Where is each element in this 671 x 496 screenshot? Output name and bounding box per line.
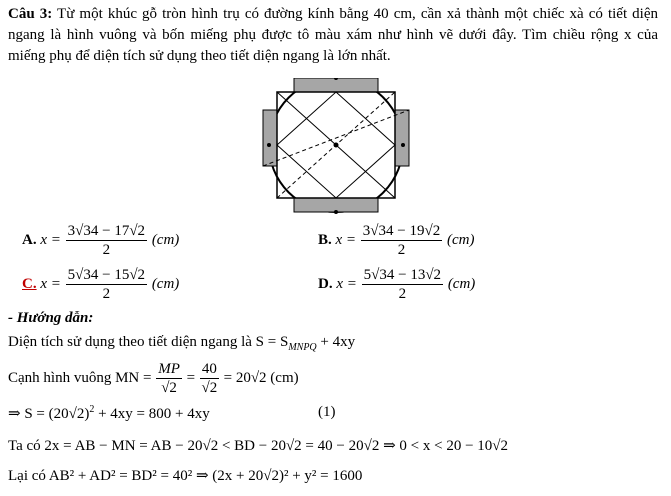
problem-statement	[8, 4, 658, 67]
guide-line-2: Cạnh hình vuông MN = $\frac{MP}{√2}$ = $\frac{40}{√2}$ = 20√2 (cm)	[8, 361, 299, 396]
vertex-dot-right	[401, 143, 405, 147]
option-a[interactable]: A. x = $\frac{3√34 - 17√2}{2}$ (cm)	[22, 223, 180, 258]
guide-line-3-end: + 4xy = 800 + 4xy	[94, 406, 210, 422]
guide-line-2-f2-den: √2	[201, 380, 218, 396]
center-dot	[334, 143, 339, 148]
option-b-numerator: 3√34 − 19√2	[362, 223, 441, 239]
guide-line-5: Lại có AB² + AD² = BD² = 40² ⇒ (2x + 20√2)² + y² = 1600	[8, 468, 363, 484]
option-a-letter: A.	[22, 231, 37, 248]
option-d-fraction	[362, 266, 443, 303]
option-a-numerator: 3√34 − 17√2	[67, 223, 146, 239]
shade-top	[294, 78, 378, 92]
option-a-unit: (cm)	[151, 231, 180, 248]
guide-line-1-sub: MNPQ	[288, 342, 317, 353]
option-c-letter: C.	[22, 275, 37, 292]
option-b-fraction	[361, 222, 442, 259]
option-c-fraction	[66, 266, 147, 303]
guide-heading: - Hướng dẫn:	[8, 310, 94, 326]
guide-line-1	[8, 334, 355, 353]
option-b-denominator: 2	[397, 242, 406, 258]
guide-line-2-f1-num: MP	[158, 361, 180, 377]
option-d-letter: D.	[318, 275, 333, 292]
option-c[interactable]: C. x = $\frac{5√34 - 15√2}{2}$ (cm)	[22, 267, 180, 302]
guide-line-2-fraction-2	[200, 360, 219, 397]
guide-line-2-f1-den: √2	[161, 380, 177, 396]
guide-line-1-text: Diện tích sử dụng theo tiết diện ngang là S = S	[8, 334, 289, 350]
guide-line-2-fraction-1	[156, 360, 182, 397]
option-a-fraction	[66, 222, 147, 259]
guide-line-3-exp: 2	[89, 404, 95, 415]
shade-left	[263, 110, 277, 166]
option-d-unit: (cm)	[447, 275, 476, 292]
guide-line-3-text: ⇒ S = (20√2)	[8, 406, 90, 422]
option-c-unit: (cm)	[151, 275, 180, 292]
option-d[interactable]: D. x = $\frac{5√34 - 13√2}{2}$ (cm)	[318, 267, 476, 302]
vertex-dot-bottom	[334, 210, 338, 214]
option-b-letter: B.	[318, 231, 332, 248]
guide-line-4: Ta có 2x = AB − MN = AB − 20√2 < BD − 20√2 = 40 − 20√2 ⇒ 0 < x < 20 − 10√2	[8, 438, 509, 454]
problem-text: Từ một khúc gỗ tròn hình trụ có đường kính bằng 40 cm, cần xả thành một chiếc xà có tiết diện ngang là hình vuông và bốn miếng phụ được tô màu xám như hình vẽ dưới đây. Tìm chiều rộng x của miếng phụ để diện tích sử dụng theo tiết diện ngang là lớn nhất.	[8, 6, 659, 64]
problem-label: Câu 3:	[8, 6, 53, 22]
guide-line-2-text: Cạnh hình vuông MN =	[8, 369, 156, 386]
option-d-denominator: 2	[398, 286, 407, 302]
guide-line-1-end: + 4xy	[316, 334, 356, 350]
guide-line-2-end: = 20√2 (cm)	[223, 369, 299, 386]
guide-line-3	[8, 404, 210, 423]
option-c-numerator: 5√34 − 15√2	[67, 267, 146, 283]
option-a-denominator: 2	[102, 242, 111, 258]
option-b[interactable]: B. x = $\frac{3√34 - 19√2}{2}$ (cm)	[318, 223, 475, 258]
cross-section-figure	[256, 78, 416, 216]
option-d-numerator: 5√34 − 13√2	[363, 267, 442, 283]
guide-line-2-f2-num: 40	[201, 361, 217, 377]
guide-line-3-tag: (1)	[318, 404, 336, 420]
option-c-denominator: 2	[102, 286, 111, 302]
vertex-dot-left	[267, 143, 271, 147]
shade-bottom	[294, 198, 378, 212]
option-b-unit: (cm)	[446, 231, 475, 248]
shade-right	[395, 110, 409, 166]
